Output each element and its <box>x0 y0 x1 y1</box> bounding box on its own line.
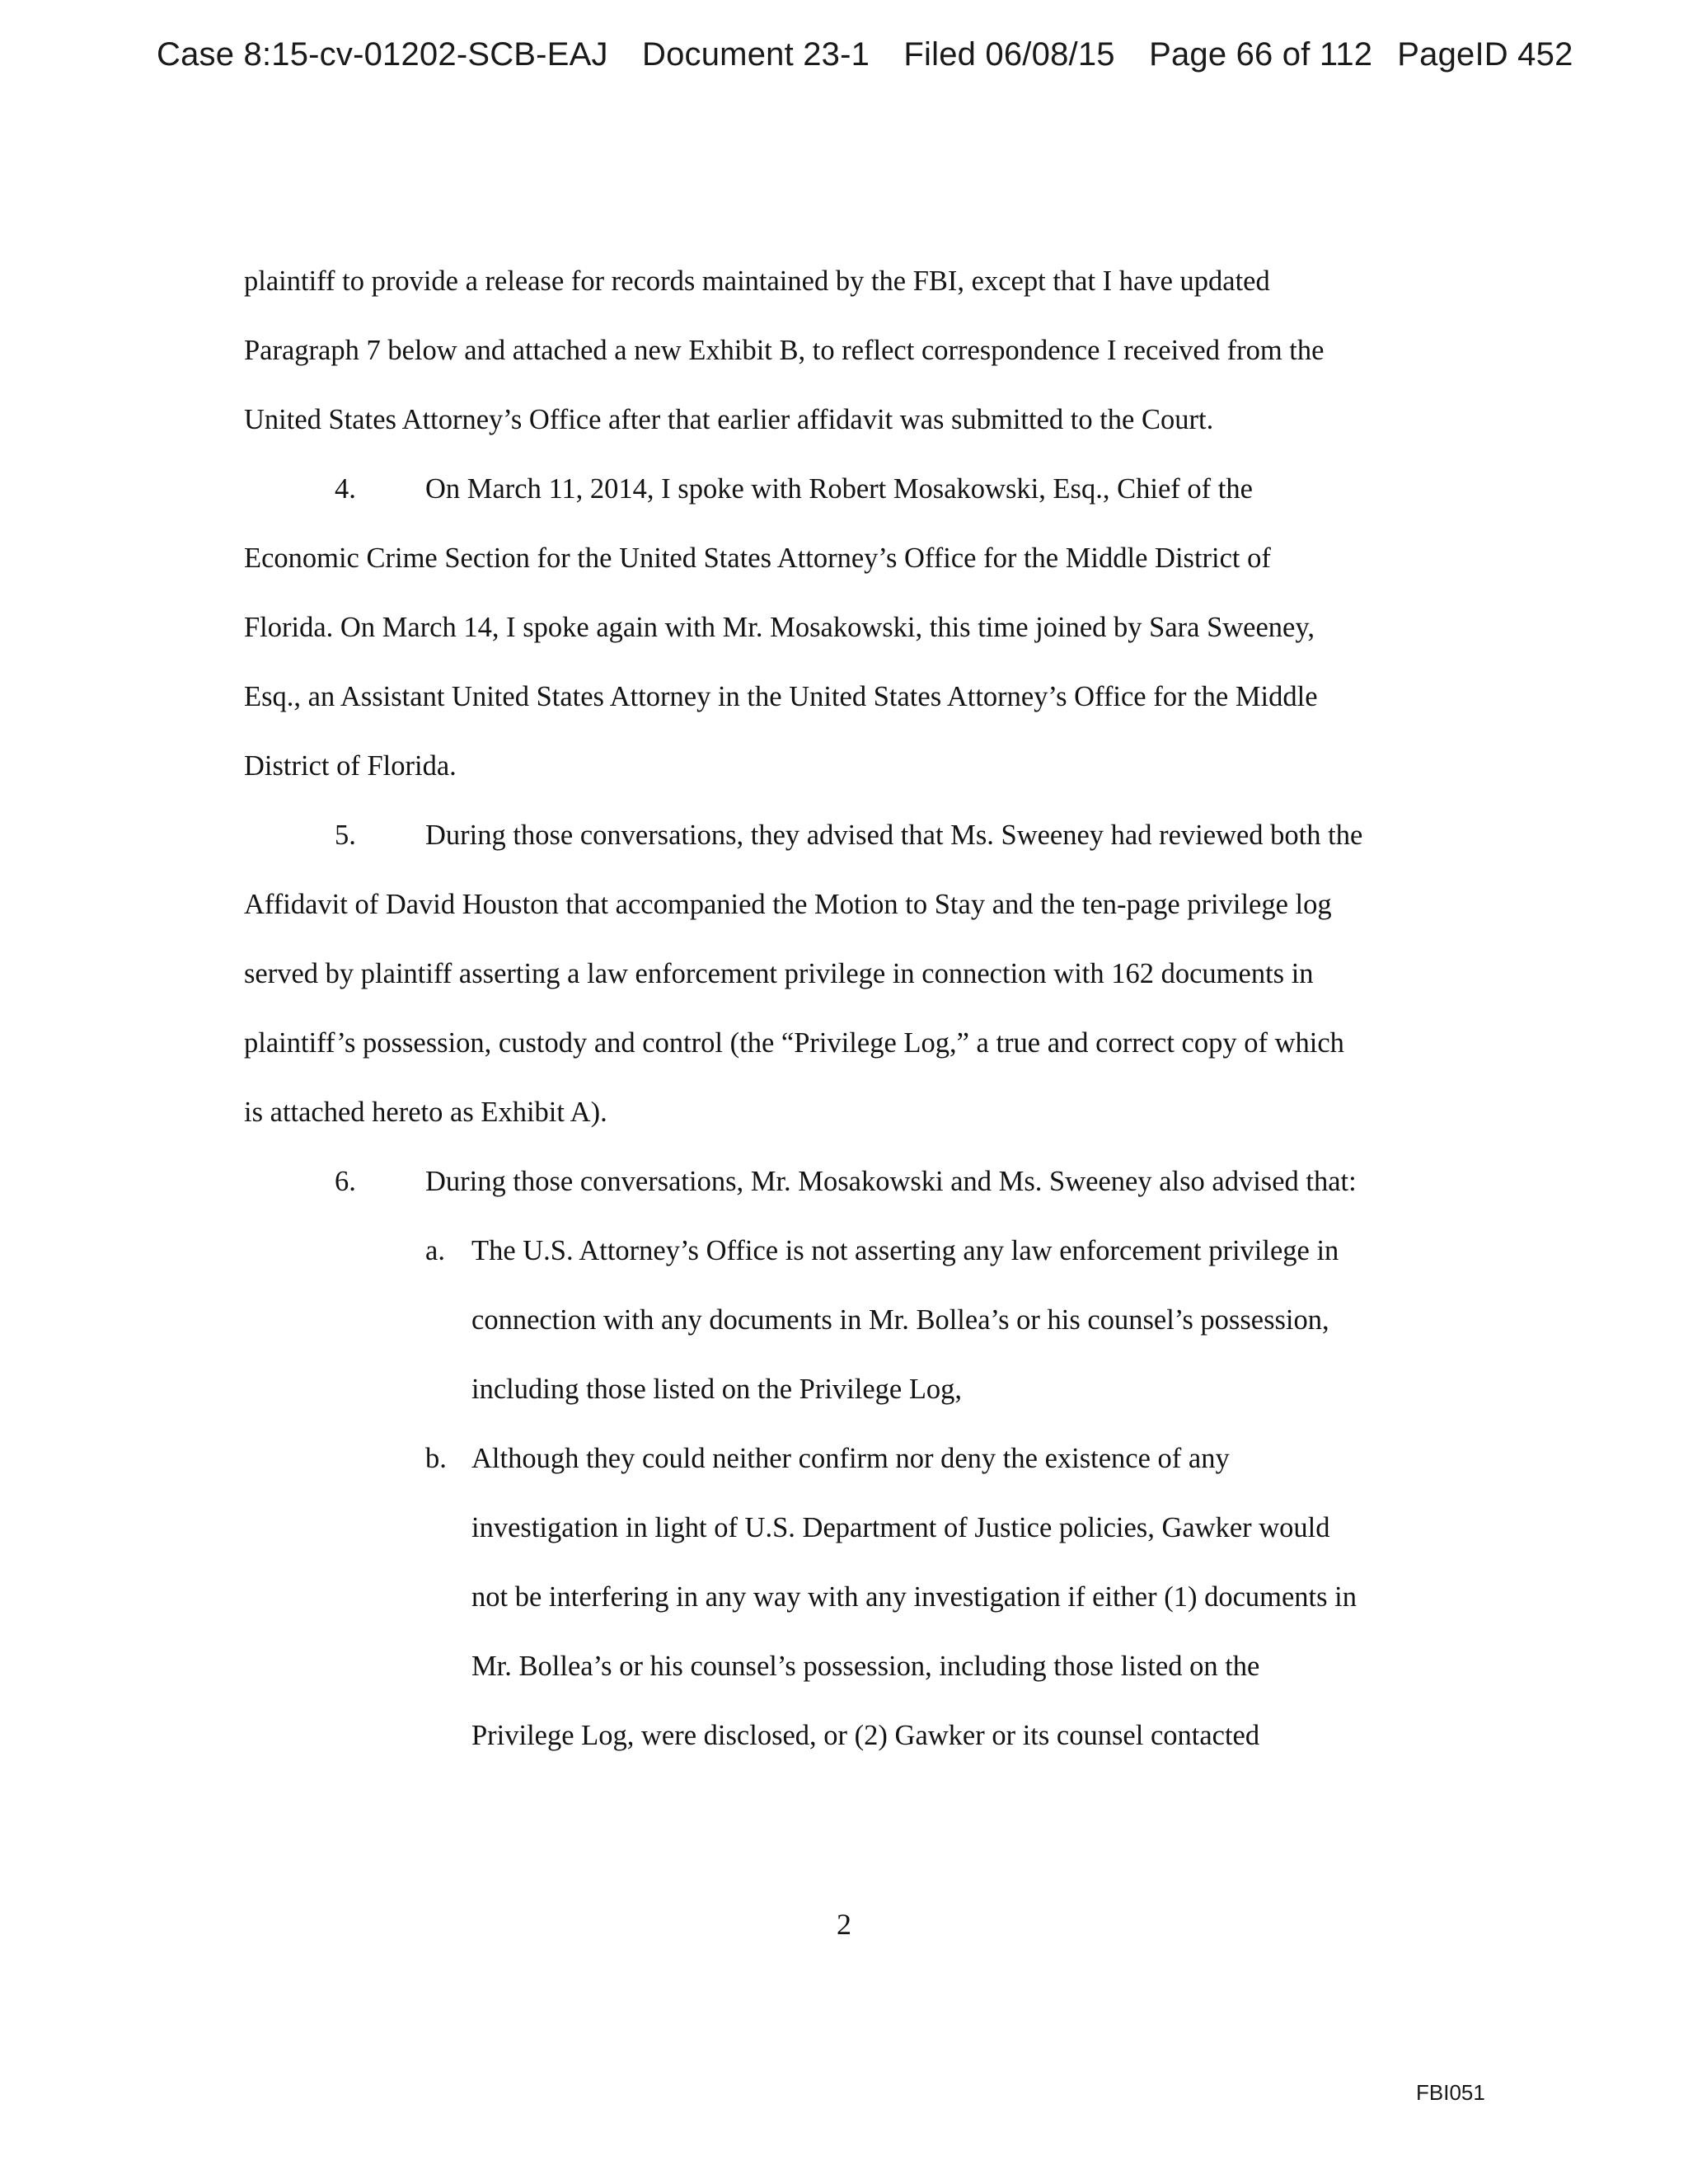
subparagraph-line: investigation in light of U.S. Department of Justice policies, Gawker would <box>471 1512 1330 1543</box>
paragraph-number: 5. <box>335 820 356 851</box>
case-number: Case 8:15-cv-01202-SCB-EAJ <box>157 36 608 73</box>
subparagraph-line: including those listed on the Privilege Log, <box>471 1374 963 1405</box>
body-line: is attached hereto as Exhibit A). <box>244 1097 607 1128</box>
paragraph-text: During those conversations, Mr. Mosakowski and Ms. Sweeney also advised that: <box>425 1166 1357 1197</box>
subparagraph-text: Although they could neither confirm nor deny the existence of any <box>471 1443 1230 1474</box>
paragraph-6-first-line <box>244 1158 1431 1227</box>
paragraph-5-first-line <box>244 811 1431 881</box>
page-number: 2 <box>837 1908 851 1941</box>
subparagraph-line: Privilege Log, were disclosed, or (2) Gawker or its counsel contacted <box>471 1720 1260 1751</box>
subparagraph-a-first-line <box>244 1227 1431 1296</box>
body-line: plaintiff to provide a release for records maintained by the FBI, except that I have updated <box>244 265 1270 297</box>
document-body <box>244 257 1431 1781</box>
body-line: Economic Crime Section for the United States Attorney’s Office for the Middle District of <box>244 542 1271 574</box>
subparagraph-letter: b. <box>425 1443 447 1474</box>
body-line: plaintiff’s possession, custody and control (the “Privilege Log,” a true and correct copy of which <box>244 1027 1344 1059</box>
body-line: United States Attorney’s Office after that earlier affidavit was submitted to the Court. <box>244 404 1214 435</box>
paragraph-text: During those conversations, they advised that Ms. Sweeney had reviewed both the <box>425 820 1363 851</box>
body-line: Florida. On March 14, I spoke again with Mr. Mosakowski, this time joined by Sara Sweeney, <box>244 612 1315 643</box>
body-line: District of Florida. <box>244 750 457 782</box>
paragraph-4-first-line <box>244 465 1431 534</box>
case-header <box>157 36 1573 73</box>
subparagraph-line: connection with any documents in Mr. Bollea’s or his counsel’s possession, <box>471 1304 1329 1336</box>
body-line: Esq., an Assistant United States Attorney in the United States Attorney’s Office for the Middle <box>244 681 1318 712</box>
bates-number: FBI051 <box>1416 2080 1485 2105</box>
subparagraph-b-first-line <box>244 1435 1431 1504</box>
subparagraph-line: Mr. Bollea’s or his counsel’s possession, including those listed on the <box>471 1651 1260 1682</box>
subparagraph-text: The U.S. Attorney’s Office is not asserting any law enforcement privilege in <box>471 1235 1339 1266</box>
subparagraph-letter: a. <box>425 1235 445 1266</box>
body-line: served by plaintiff asserting a law enforcement privilege in connection with 162 documents in <box>244 958 1314 989</box>
body-line: Paragraph 7 below and attached a new Exhibit B, to reflect correspondence I received from the <box>244 335 1325 366</box>
page-id: PageID 452 <box>1397 36 1573 73</box>
page-count: Page 66 of 112 <box>1149 36 1373 73</box>
subparagraph-line: not be interfering in any way with any investigation if either (1) documents in <box>471 1581 1357 1613</box>
paragraph-number: 4. <box>335 473 356 505</box>
document-number: Document 23-1 <box>642 36 870 73</box>
filed-date: Filed 06/08/15 <box>903 36 1115 73</box>
paragraph-text: On March 11, 2014, I spoke with Robert Mosakowski, Esq., Chief of the <box>425 473 1253 505</box>
paragraph-number: 6. <box>335 1166 356 1197</box>
body-line: Affidavit of David Houston that accompanied the Motion to Stay and the ten-page privilege log <box>244 889 1332 920</box>
